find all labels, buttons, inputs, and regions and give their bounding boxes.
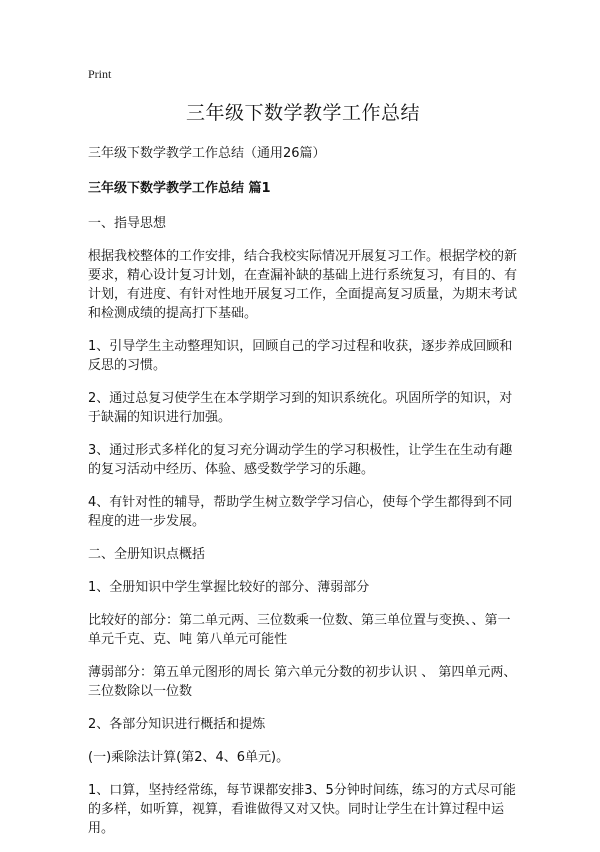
paragraph-goal-4: 4、有针对性的辅导，帮助学生树立数学学习信心，使每个学生都得到不同程度的进一步发展。 <box>88 495 513 529</box>
paragraph-goal-2: 2、通过总复习使学生在本学期学习到的知识系统化。巩固所学的知识，对于缺漏的知识进行加强。 <box>88 391 513 425</box>
paragraph-weak-parts: 薄弱部分：第五单元图形的周长 第六单元分数的初步认识 、 第四单元两、三位数除以一位数 <box>88 665 517 699</box>
document-subtitle: 三年级下数学教学工作总结（通用26篇） <box>88 146 326 161</box>
paragraph-summary-1: 1、全册知识中学生掌握比较好的部分、薄弱部分 <box>88 580 370 595</box>
paragraph-guiding-heading: 一、指导思想 <box>88 216 167 231</box>
section-title: 三年级下数学教学工作总结 篇1 <box>88 181 271 196</box>
paragraph-summary-heading: 二、全册知识点概括 <box>88 547 206 562</box>
paragraph-strong-parts: 比较好的部分：第二单元两、三位数乘一位数、第三单位置与变换、、第一单元千克、克、吨 第八单元可能性 <box>88 613 511 647</box>
paragraph-goal-1: 1、引导学生主动整理知识，回顾自己的学习过程和收获，逐步养成回顾和反思的习惯。 <box>88 339 513 373</box>
paragraph-oral-calc: 1、口算，坚持经常练，每节课都安排3、5分钟时间练，练习的方式尽可能的多样，如听算，视算，看谁做得又对又快。同时让学生在计算过程中运用。 <box>88 783 516 836</box>
print-link[interactable]: Print <box>88 67 112 81</box>
paragraph-calc-heading: (一)乘除法计算(第2、4、6单元)。 <box>88 750 290 765</box>
paragraph-guiding-text: 根据我校整体的工作安排，结合我校实际情况开展复习工作。根据学校的新要求，精心设计复习计划，在查漏补缺的基础上进行系统复习，有目的、有计划，有进度、有针对性地开展复习工作，全面提高复习质量，为期末考试和检测成绩的提高打下基础。 <box>88 249 518 321</box>
document-page <box>88 66 518 852</box>
document-title: 三年级下数学教学工作总结 <box>185 102 420 124</box>
paragraph-summary-2: 2、各部分知识进行概括和提炼 <box>88 717 266 732</box>
paragraph-goal-3: 3、通过形式多样化的复习充分调动学生的学习积极性，让学生在生动有趣的复习活动中经历、体验、感受数学学习的乐趣。 <box>88 443 513 477</box>
